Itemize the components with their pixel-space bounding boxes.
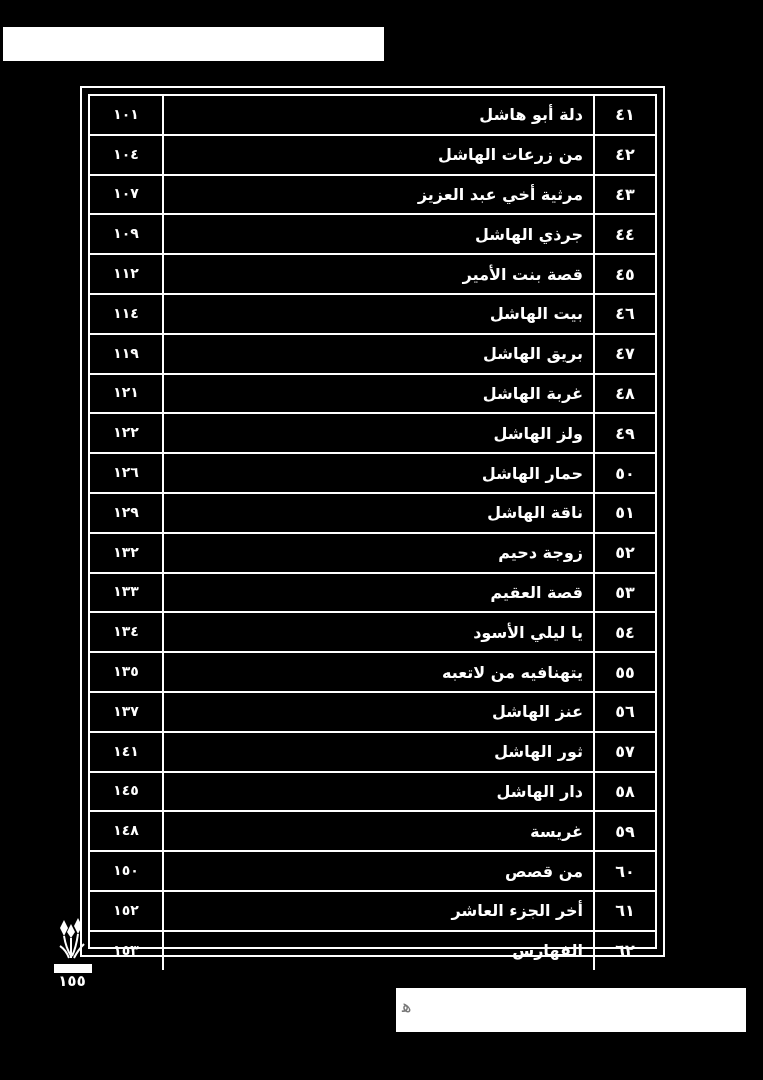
toc-row: [90, 891, 655, 931]
toc-row: [90, 135, 655, 175]
toc-entry-title: عنز الهاشل: [163, 692, 594, 732]
toc-table: [90, 96, 655, 970]
top-redaction-bar: [3, 27, 384, 61]
toc-row: [90, 334, 655, 374]
toc-row: [90, 374, 655, 414]
toc-entry-page: ١١٩: [90, 334, 163, 374]
toc-entry-title: دار الهاشل: [163, 772, 594, 812]
toc-entry-number: ٦١: [594, 891, 655, 931]
toc-entry-title: بريق الهاشل: [163, 334, 594, 374]
toc-entry-title: أخر الجزء العاشر: [163, 891, 594, 931]
toc-entry-number: ٥٤: [594, 612, 655, 652]
toc-row: [90, 413, 655, 453]
toc-entry-page: ١٤١: [90, 732, 163, 772]
toc-row: [90, 732, 655, 772]
toc-entry-number: ٥٥: [594, 652, 655, 692]
toc-entry-number: ٥٢: [594, 533, 655, 573]
toc-entry-title: غربة الهاشل: [163, 374, 594, 414]
toc-entry-page: ١٠٤: [90, 135, 163, 175]
toc-entry-page: ١٣٥: [90, 652, 163, 692]
toc-entry-title: غريسة: [163, 811, 594, 851]
toc-row: [90, 573, 655, 613]
toc-row: [90, 851, 655, 891]
toc-entry-page: ١٠١: [90, 96, 163, 135]
toc-entry-title: قصة بنت الأمير: [163, 254, 594, 294]
toc-entry-number: ٥١: [594, 493, 655, 533]
toc-entry-page: ١٤٥: [90, 772, 163, 812]
toc-entry-page: ١١٤: [90, 294, 163, 334]
toc-row: [90, 931, 655, 970]
toc-entry-number: ٤٦: [594, 294, 655, 334]
toc-row: [90, 652, 655, 692]
toc-entry-page: ١٠٩: [90, 214, 163, 254]
toc-row: [90, 96, 655, 135]
toc-entry-title: دلة أبو هاشل: [163, 96, 594, 135]
toc-entry-page: ١٢٩: [90, 493, 163, 533]
toc-entry-number: ٤٨: [594, 374, 655, 414]
toc-row: [90, 453, 655, 493]
toc-entry-page: ١٢٦: [90, 453, 163, 493]
bottom-redaction-bar: [396, 988, 746, 1032]
toc-row: [90, 294, 655, 334]
toc-entry-page: ١١٢: [90, 254, 163, 294]
toc-entry-page: ١٠٧: [90, 175, 163, 215]
toc-entry-number: ٥٣: [594, 573, 655, 613]
toc-frame: [80, 86, 665, 961]
toc-entry-number: ٦٢: [594, 931, 655, 970]
toc-entry-number: ٥٩: [594, 811, 655, 851]
toc-entry-page: ١٥٢: [90, 891, 163, 931]
toc-entry-page: ١٢٢: [90, 413, 163, 453]
page-number: ١٥٥: [58, 972, 86, 990]
toc-entry-number: ٥٠: [594, 453, 655, 493]
toc-entry-page: ١٤٨: [90, 811, 163, 851]
toc-entry-title: ثور الهاشل: [163, 732, 594, 772]
toc-entry-number: ٤٤: [594, 214, 655, 254]
toc-entry-title: ناقة الهاشل: [163, 493, 594, 533]
toc-entry-title: ولز الهاشل: [163, 413, 594, 453]
toc-entry-number: ٤١: [594, 96, 655, 135]
toc-row: [90, 175, 655, 215]
toc-entry-title: يا ليلي الأسود: [163, 612, 594, 652]
toc-row: [90, 612, 655, 652]
toc-row: [90, 214, 655, 254]
toc-entry-title: يتهنافيه من لاتعبه: [163, 652, 594, 692]
toc-entry-page: ١٥٠: [90, 851, 163, 891]
toc-inner-frame: [88, 94, 657, 961]
toc-entry-title: حمار الهاشل: [163, 453, 594, 493]
toc-entry-title: الفهارس: [163, 931, 594, 970]
toc-row: [90, 811, 655, 851]
toc-entry-number: ٤٩: [594, 413, 655, 453]
toc-entry-title: زوجة دحيم: [163, 533, 594, 573]
toc-entry-number: ٥٨: [594, 772, 655, 812]
toc-entry-title: بيت الهاشل: [163, 294, 594, 334]
toc-entry-page: ١٣٧: [90, 692, 163, 732]
toc-entry-page: ١٣٢: [90, 533, 163, 573]
toc-entry-title: مرثية أخي عبد العزيز: [163, 175, 594, 215]
toc-entry-title: جرذي الهاشل: [163, 214, 594, 254]
toc-entry-page: ١٣٣: [90, 573, 163, 613]
toc-entry-number: ٥٧: [594, 732, 655, 772]
toc-row: [90, 533, 655, 573]
toc-row: [90, 772, 655, 812]
toc-entry-number: ٥٦: [594, 692, 655, 732]
toc-row: [90, 493, 655, 533]
toc-row: [90, 692, 655, 732]
toc-entry-number: ٤٥: [594, 254, 655, 294]
toc-entry-number: ٤٣: [594, 175, 655, 215]
toc-entry-title: من قصص: [163, 851, 594, 891]
toc-entry-number: ٦٠: [594, 851, 655, 891]
toc-entry-title: قصة العقيم: [163, 573, 594, 613]
tulip-logo-icon: [54, 916, 92, 974]
toc-entry-number: ٤٢: [594, 135, 655, 175]
toc-entry-title: من زرعات الهاشل: [163, 135, 594, 175]
toc-entry-number: ٤٧: [594, 334, 655, 374]
toc-entry-page: ١٣٤: [90, 612, 163, 652]
toc-entry-page: ١٥٣: [113, 942, 139, 959]
toc-row: [90, 254, 655, 294]
bottom-bar-mark: ﻫ: [402, 996, 412, 1017]
toc-entry-page: ١٢١: [90, 374, 163, 414]
